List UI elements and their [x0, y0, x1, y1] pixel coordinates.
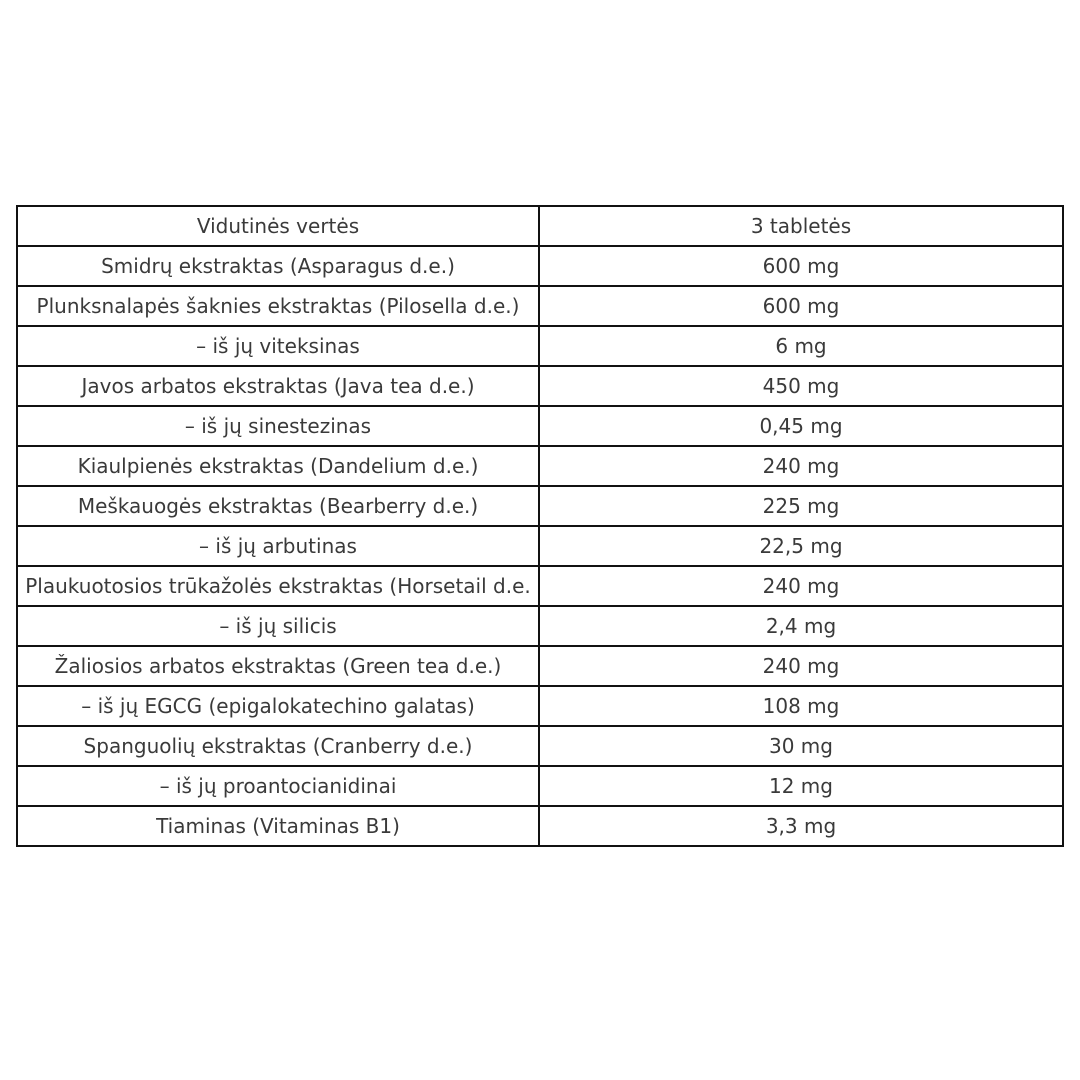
table-row: [17, 606, 1063, 646]
ingredient-cell: – iš jų arbutinas: [17, 526, 539, 566]
ingredient-cell: – iš jų EGCG (epigalokatechino galatas): [17, 686, 539, 726]
amount-cell: 6 mg: [539, 326, 1063, 366]
table-row: [17, 406, 1063, 446]
ingredient-cell: Plunksnalapės šaknies ekstraktas (Pilosella d.e.): [17, 286, 539, 326]
amount-cell: 240 mg: [539, 446, 1063, 486]
ingredient-cell: Tiaminas (Vitaminas B1): [17, 806, 539, 846]
ingredient-cell: Žaliosios arbatos ekstraktas (Green tea d.e.): [17, 646, 539, 686]
ingredient-cell: – iš jų viteksinas: [17, 326, 539, 366]
table-row: [17, 726, 1063, 766]
ingredient-cell: Meškauogės ekstraktas (Bearberry d.e.): [17, 486, 539, 526]
table-row: [17, 366, 1063, 406]
ingredient-cell: Kiaulpienės ekstraktas (Dandelium d.e.): [17, 446, 539, 486]
amount-cell: 600 mg: [539, 286, 1063, 326]
ingredient-cell: Plaukuotosios trūkažolės ekstraktas (Horsetail d.e.: [17, 566, 539, 606]
ingredient-cell: – iš jų silicis: [17, 606, 539, 646]
ingredient-cell: Javos arbatos ekstraktas (Java tea d.e.): [17, 366, 539, 406]
nutrition-table-container: [16, 205, 1062, 847]
amount-cell: 12 mg: [539, 766, 1063, 806]
table-row: [17, 326, 1063, 366]
amount-cell: 225 mg: [539, 486, 1063, 526]
header-ingredient: Vidutinės vertės: [17, 206, 539, 246]
table-row: [17, 566, 1063, 606]
ingredient-cell: Spanguolių ekstraktas (Cranberry d.e.): [17, 726, 539, 766]
amount-cell: 600 mg: [539, 246, 1063, 286]
table-row: [17, 646, 1063, 686]
amount-cell: 3,3 mg: [539, 806, 1063, 846]
table-row: [17, 446, 1063, 486]
amount-cell: 240 mg: [539, 646, 1063, 686]
amount-cell: 240 mg: [539, 566, 1063, 606]
amount-cell: 0,45 mg: [539, 406, 1063, 446]
ingredient-cell: – iš jų sinestezinas: [17, 406, 539, 446]
ingredient-cell: Smidrų ekstraktas (Asparagus d.e.): [17, 246, 539, 286]
table-row: [17, 766, 1063, 806]
table-header-row: [17, 206, 1063, 246]
table-row: [17, 686, 1063, 726]
table-row: [17, 526, 1063, 566]
header-amount: 3 tabletės: [539, 206, 1063, 246]
amount-cell: 22,5 mg: [539, 526, 1063, 566]
amount-cell: 30 mg: [539, 726, 1063, 766]
table-row: [17, 246, 1063, 286]
table-row: [17, 806, 1063, 846]
nutrition-table: [16, 205, 1064, 847]
ingredient-cell: – iš jų proantocianidinai: [17, 766, 539, 806]
amount-cell: 108 mg: [539, 686, 1063, 726]
amount-cell: 2,4 mg: [539, 606, 1063, 646]
table-row: [17, 486, 1063, 526]
amount-cell: 450 mg: [539, 366, 1063, 406]
table-row: [17, 286, 1063, 326]
